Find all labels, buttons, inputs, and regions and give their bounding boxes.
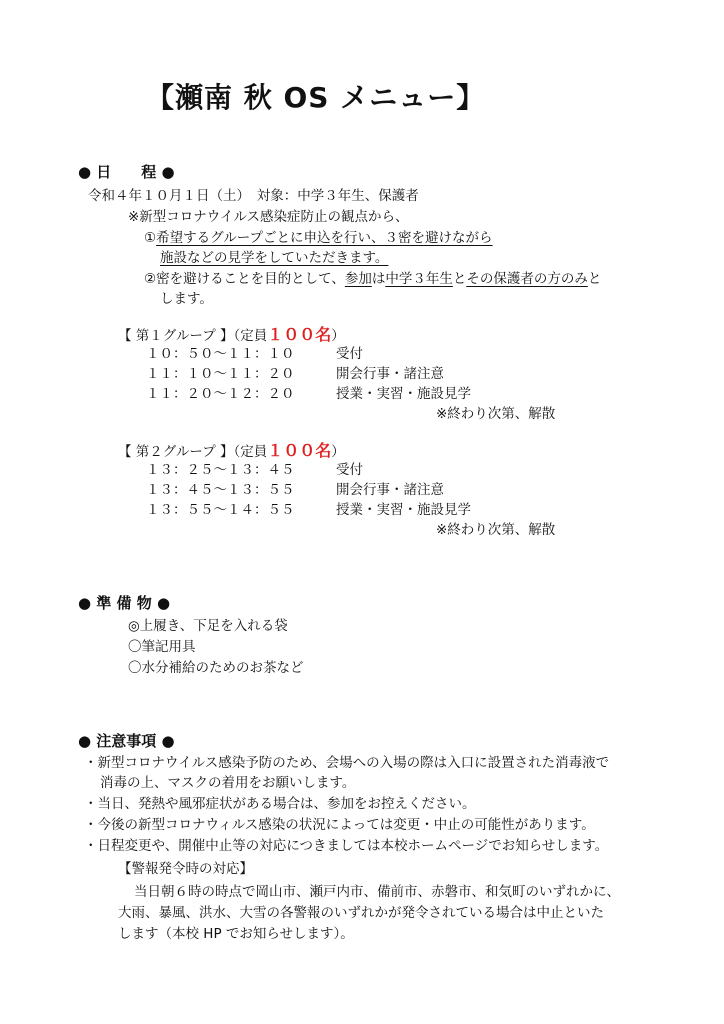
note-text: と <box>452 271 467 287</box>
note-bullet: ・新型コロナウイルス感染予防のため、会場への入場の際は入口に設置された消毒液で <box>84 755 610 771</box>
group-label-close: ） <box>331 328 345 344</box>
schedule-activity: 開会行事・諸注意 <box>336 366 444 382</box>
covid-note-intro: ※新型コロナウイルス感染症防止の観点から、 <box>128 209 409 225</box>
group-capacity: １００名 <box>267 441 332 460</box>
item-list-entry: 〇水分補給のためのお茶など <box>128 660 304 676</box>
underlined-text: 参加 <box>344 271 372 287</box>
covid-note-2b: します。 <box>160 291 213 307</box>
schedule-activity: 受付 <box>336 462 363 478</box>
covid-note-1a <box>144 232 493 246</box>
schedule-activity: 授業・実習・施設見学 <box>336 502 471 518</box>
schedule-time: １０：５０～１１：１０ <box>146 346 295 362</box>
notes-heading: ● 注意事項 ● <box>78 732 175 750</box>
warning-text: 大雨、暴風、洪水、大雪の各警報のいずれかが発令されている場合は中止といた <box>118 905 604 921</box>
underlined-text: 中学３年生 <box>385 271 453 287</box>
group-2-heading <box>118 443 345 460</box>
schedule-activity: 開会行事・諸注意 <box>336 482 444 498</box>
schedule-heading: ● 日 程 ● <box>78 163 175 181</box>
note-bullet: ・当日、発熱や風邪症状がある場合は、参加をお控えください。 <box>84 796 476 812</box>
group-capacity: １００名 <box>267 325 332 344</box>
underlined-text: 希望するグループごとに申込を行い、３密を避けながら <box>156 230 493 246</box>
group-label-close: ） <box>331 444 345 460</box>
schedule-time: １３：４５～１３：５５ <box>146 482 295 498</box>
dismissal-note: ※終わり次第、解散 <box>436 522 556 538</box>
schedule-time: １３：２５～１３：４５ <box>146 462 295 478</box>
schedule-activity: 受付 <box>336 346 363 362</box>
note-bullet: ・今後の新型コロナウィルス感染の状況によっては変更・中止の可能性があります。 <box>84 817 595 833</box>
page-title: 【瀬南 秋 OS メニュー】 <box>146 81 486 114</box>
items-heading: ● 準 備 物 ● <box>78 594 171 612</box>
note-text: ②密を避けることを目的として、 <box>144 271 345 287</box>
item-list-entry: ◎上履き、下足を入れる袋 <box>128 618 288 634</box>
note-number: ① <box>144 230 157 246</box>
warning-text: 当日朝６時の時点で岡山市、瀬戸内市、備前市、赤磐市、和気町のいずれかに、 <box>134 884 620 900</box>
note-bullet: ・日程変更や、開催中止等の対応につきましては本校ホームページでお知らせします。 <box>84 838 609 854</box>
item-list-entry: 〇筆記用具 <box>128 639 196 655</box>
group-label: 【 第２グループ 】（定員 <box>118 444 268 460</box>
schedule-time: １１：２０～１２：２０ <box>146 386 295 402</box>
covid-note-2a <box>144 273 601 287</box>
warning-heading: 【警報発令時の対応】 <box>118 861 253 877</box>
warning-text: します（本校 HP でお知らせします）。 <box>118 926 354 942</box>
group-label: 【 第１グループ 】（定員 <box>118 328 268 344</box>
schedule-activity: 授業・実習・施設見学 <box>336 386 471 402</box>
note-text: と <box>587 271 602 287</box>
schedule-time: １１：１０～１１：２０ <box>146 366 295 382</box>
group-1-heading <box>118 327 345 344</box>
note-bullet-continued: 消毒の上、マスクの着用をお願いします。 <box>100 775 356 791</box>
dismissal-note: ※終わり次第、解散 <box>436 406 556 422</box>
covid-note-1b: 施設などの見学をしていただきます。 <box>160 250 389 266</box>
schedule-time: １３：５５～１４：５５ <box>146 502 295 518</box>
event-date-line: 令和４年１０月１日（土） 対象：中学３年生、保護者 <box>88 188 419 204</box>
underlined-text: その保護者の方のみ <box>466 271 588 287</box>
note-text: は <box>371 271 386 287</box>
